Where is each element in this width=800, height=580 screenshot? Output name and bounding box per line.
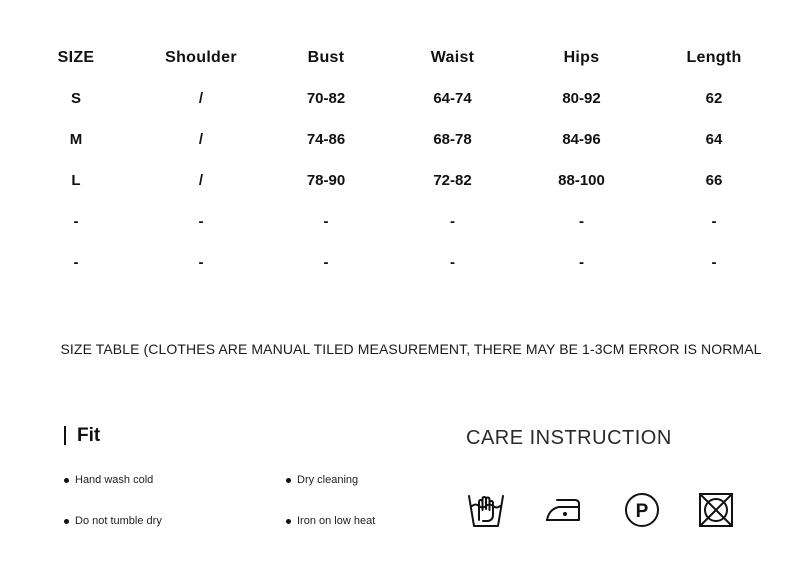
table-cell: / [198, 131, 204, 148]
size-table [12, 38, 780, 283]
table-cell: 64-74 [433, 90, 472, 107]
svg-text:P: P [635, 501, 649, 522]
table-cell: - [198, 254, 204, 271]
table-cell: - [450, 254, 455, 271]
table-row [12, 242, 780, 283]
column-header-bust: Bust [307, 49, 345, 66]
bullet-icon [64, 519, 69, 524]
do-not-tumble-dry-icon [696, 490, 736, 530]
table-row [12, 160, 780, 201]
bullet-icon [286, 519, 291, 524]
table-row [12, 201, 780, 242]
table-cell: 78-90 [306, 172, 346, 189]
table-cell: S [70, 90, 81, 107]
column-header-shoulder: Shoulder [165, 49, 237, 66]
table-cell: 84-96 [562, 131, 601, 148]
column-header-size: SIZE [57, 49, 95, 66]
table-cell: - [711, 213, 717, 230]
fit-title-bar [64, 426, 66, 445]
column-header-waist: Waist [430, 49, 475, 66]
table-cell: / [198, 172, 204, 189]
table-cell: 62 [705, 90, 723, 107]
table-cell: M [69, 131, 83, 148]
table-cell: - [323, 254, 329, 271]
table-cell: - [73, 213, 79, 230]
fit-item-label: Dry cleaning [297, 474, 359, 486]
table-cell: 72-82 [433, 172, 472, 189]
bullet-icon [286, 478, 291, 483]
bullet-icon [64, 478, 69, 483]
table-cell: 66 [705, 172, 723, 189]
fit-item-label: Do not tumble dry [75, 515, 162, 527]
fit-item-no-tumble-dry [64, 515, 162, 527]
iron-low-heat-icon [543, 490, 583, 530]
table-cell: / [198, 90, 204, 107]
table-row [12, 119, 780, 160]
fit-title: Fit [77, 425, 101, 446]
column-header-length: Length [686, 49, 742, 66]
hand-wash-icon [466, 490, 506, 530]
table-cell: - [198, 213, 204, 230]
fit-item-label: Hand wash cold [75, 474, 154, 486]
table-cell: 64 [705, 131, 723, 148]
column-header-hips: Hips [563, 49, 600, 66]
fit-item-hand-wash [64, 474, 153, 486]
table-cell: 88-100 [558, 172, 605, 189]
table-cell: - [450, 213, 455, 230]
table-cell: - [579, 254, 584, 271]
size-table-header-row [12, 38, 780, 78]
table-cell: 80-92 [562, 90, 601, 107]
dry-clean-p-icon [622, 490, 662, 530]
fit-item-label: Iron on low heat [297, 515, 376, 527]
table-cell: - [73, 254, 79, 271]
table-cell: 74-86 [306, 131, 346, 148]
table-row [12, 78, 780, 119]
table-cell: L [71, 172, 81, 189]
care-instruction-title: CARE INSTRUCTION [466, 427, 672, 449]
measurement-note: SIZE TABLE (CLOTHES ARE MANUAL TILED MEASUREMENT, THERE MAY BE 1-3CM ERROR IS NORMAL [60, 341, 762, 357]
fit-item-iron-low-heat [286, 515, 375, 527]
table-cell: - [579, 213, 584, 230]
fit-item-dry-cleaning [286, 474, 358, 486]
table-cell: - [323, 213, 329, 230]
table-cell: 68-78 [433, 131, 472, 148]
table-cell: 70-82 [306, 90, 346, 107]
table-cell: - [711, 254, 717, 271]
